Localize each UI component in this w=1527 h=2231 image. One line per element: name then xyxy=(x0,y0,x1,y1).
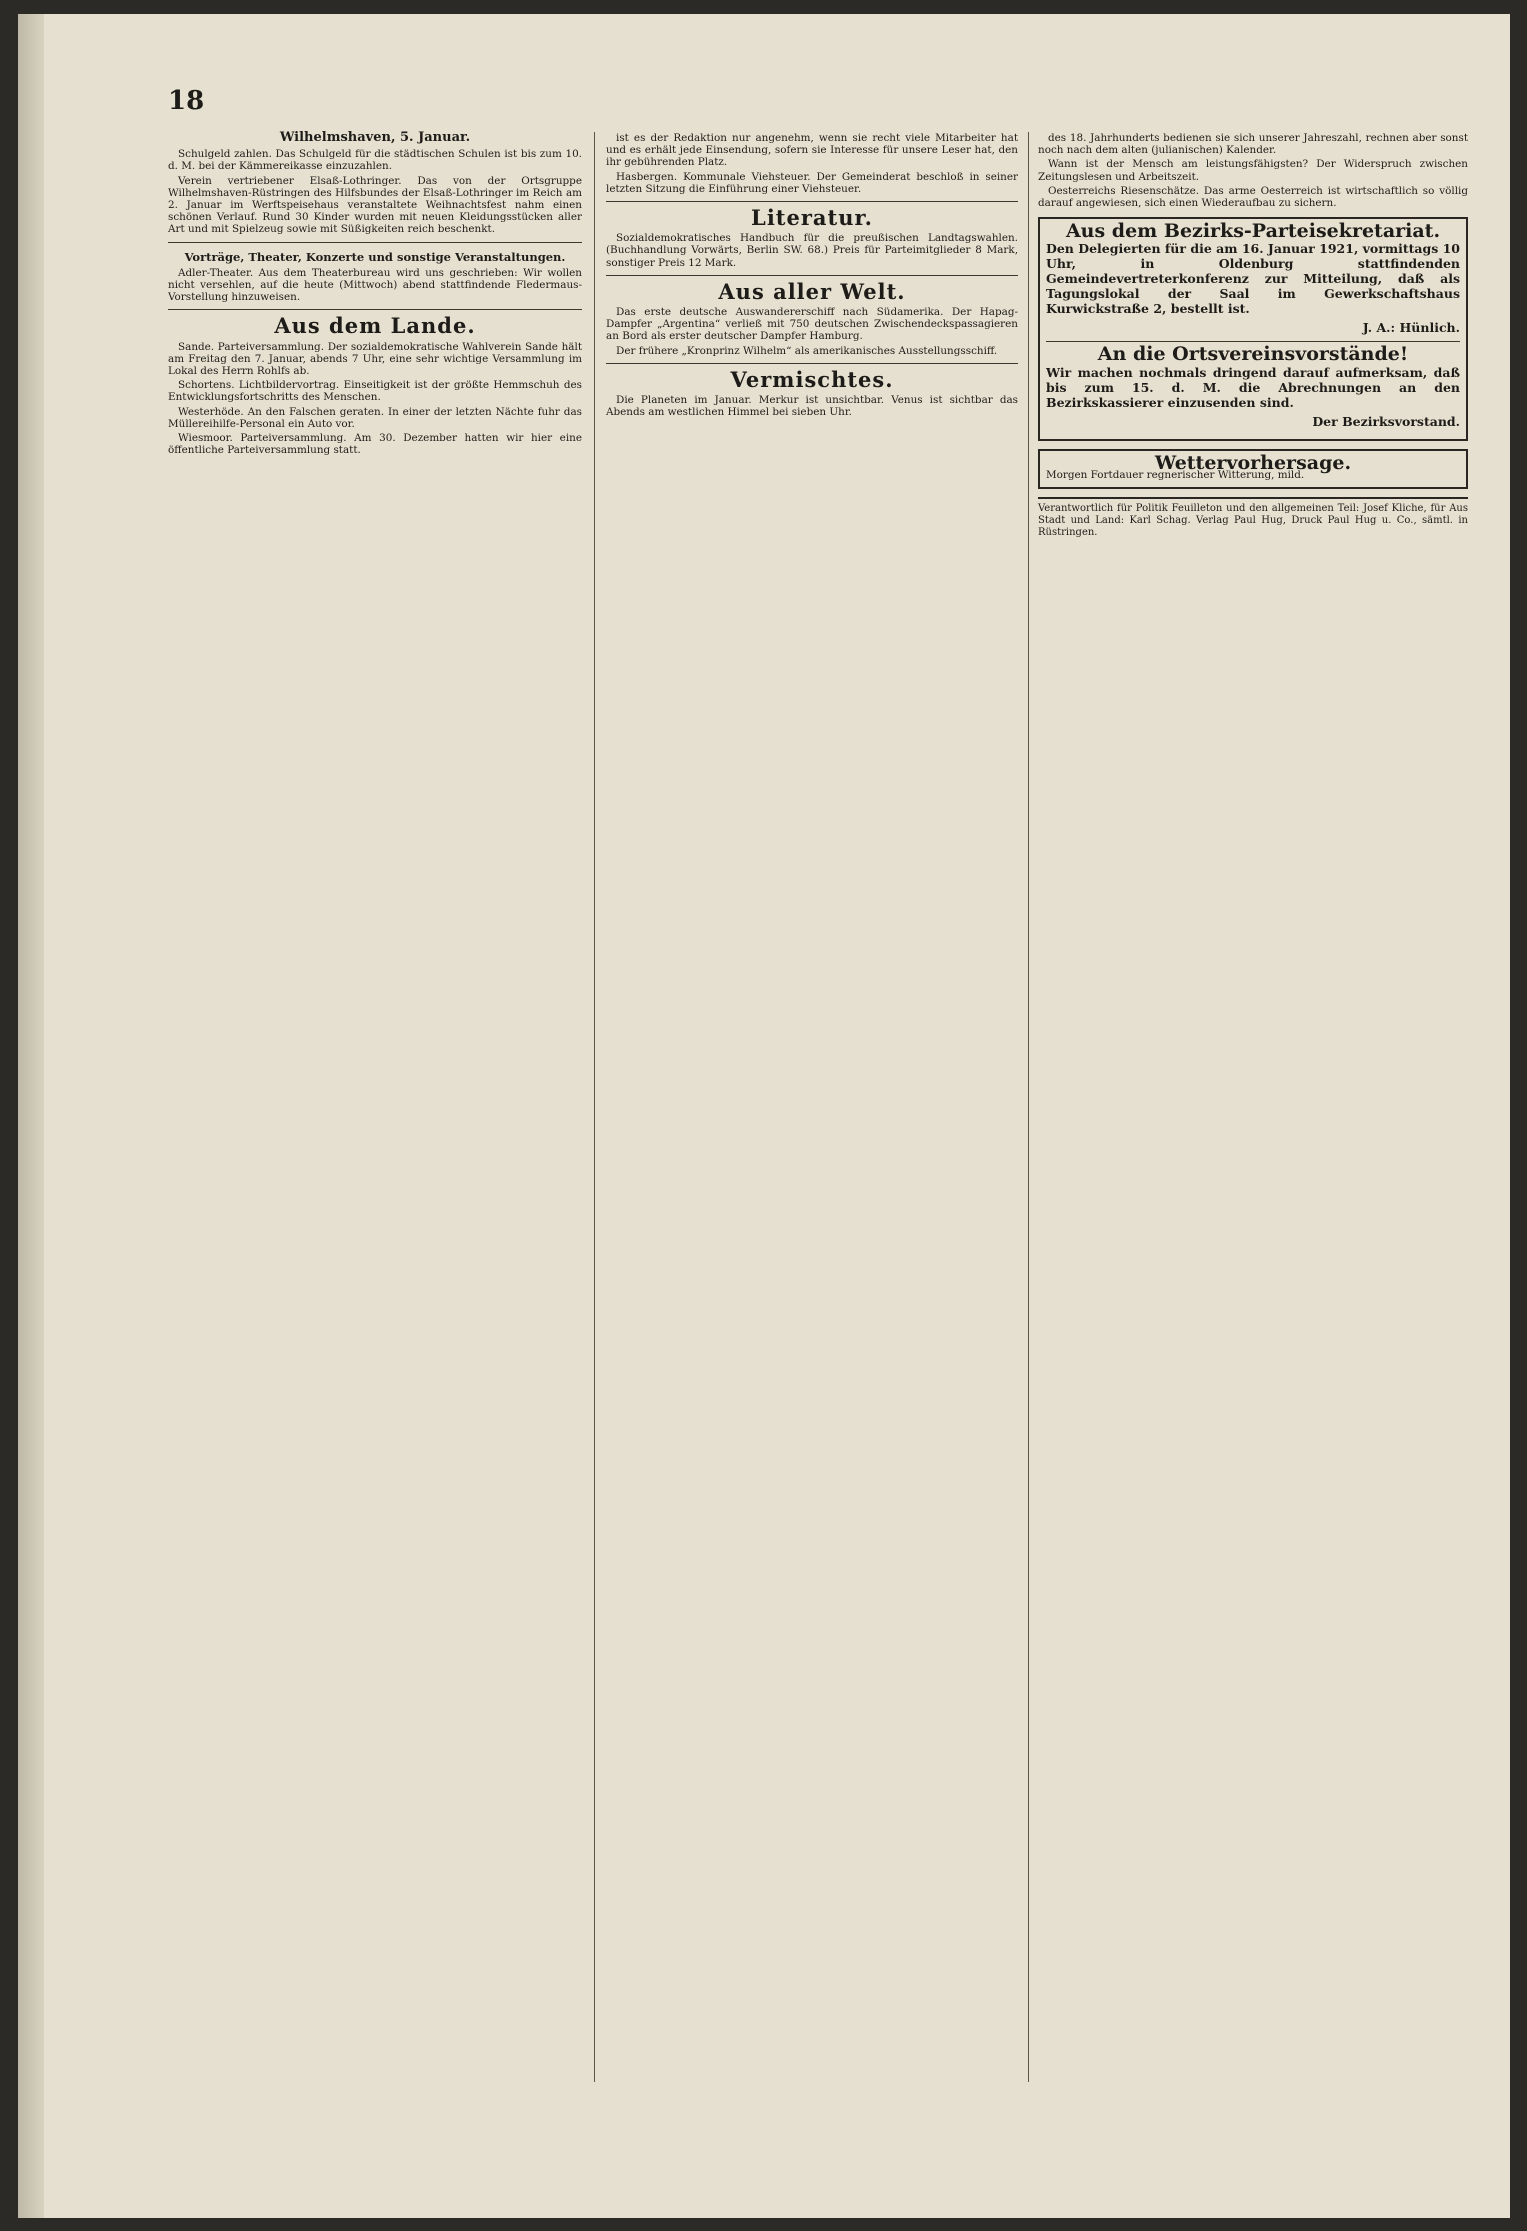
column-2 xyxy=(606,132,1018,420)
binding-spine xyxy=(18,14,44,2218)
section-heading: Vorträge, Theater, Konzerte und sonstige Veranstaltungen. xyxy=(184,249,566,264)
divider xyxy=(606,275,1018,276)
notice-text: Wir machen nochmals dringend darauf aufmerksam, daß bis zum 15. d. M. die Abrechnungen an den Bezirkskassierer einzusenden sind. xyxy=(1046,364,1460,410)
article-paragraph: Schulgeld zahlen. Das Schulgeld für die städtischen Schulen ist bis zum 10. d. M. bei der Kämmereikasse einzuzahlen. xyxy=(168,148,582,173)
weather-title: Wettervorhersage. xyxy=(1154,451,1352,474)
party-notice-box xyxy=(1038,217,1468,440)
imprint: Verantwortlich für Politik Feuilleton und den allgemeinen Teil: Josef Kliche, für Aus Stadt und Land: Karl Schag. Verlag Paul Hug, Druck Paul Hug u. Co., sämtl. in Rüstringen. xyxy=(1038,497,1468,539)
divider xyxy=(1046,341,1460,342)
article-paragraph: Die Planeten im Januar. Merkur ist unsichtbar. Venus ist sichtbar das Abends am westlichen Himmel bei sieben Uhr. xyxy=(606,394,1018,419)
article-paragraph: Westerhöde. An den Falschen geraten. In einer der letzten Nächte fuhr das Müllereihilfe-Personal ein Auto vor. xyxy=(168,405,582,430)
article-paragraph: Wann ist der Mensch am leistungsfähigsten? Der Widerspruch zwischen Zeitungslesen und Arbeitszeit. xyxy=(1038,158,1468,183)
article-paragraph: Sande. Parteiversammlung. Der sozialdemokratische Wahlverein Sande hält am Freitag den 7. Januar, abends 7 Uhr, eine sehr wichtige Versammlung im Lokal des Herrn Rohlfs ab. xyxy=(168,340,582,378)
notice-signature: J. A.: Hünlich. xyxy=(1362,320,1460,336)
article-paragraph: ist es der Redaktion nur angenehm, wenn sie recht viele Mitarbeiter hat und es erhält jede Einsendung, sofern sie Interesse für unsere Leser hat, den ihr gebührenden Platz. xyxy=(606,132,1018,169)
weather-text: Morgen Fortdauer regnerischer Witterung, mild. xyxy=(1046,468,1305,481)
article-paragraph: Adler-Theater. Aus dem Theaterbureau wird uns geschrieben: Wir wollen nicht versehlen, auf die heute (Mittwoch) abend stattfindende Fledermaus-Vorstellung hinzuweisen. xyxy=(168,266,582,304)
article-paragraph: Der frühere „Kronprinz Wilhelm“ als amerikanisches Ausstellungsschiff. xyxy=(616,344,998,357)
weather-box xyxy=(1038,449,1468,489)
article-paragraph: Das erste deutsche Auswandererschiff nach Südamerika. Der Hapag-Dampfer „Argentina“ verließ mit 750 deutschen Zwischendeckspassagieren an Bord als erster deutscher Dampfer Hamburg. xyxy=(606,306,1018,343)
column-3 xyxy=(1038,132,1468,539)
article-paragraph: Sozialdemokratisches Handbuch für die preußischen Landtagswahlen. (Buchhandlung Vorwärts, Berlin SW. 68.) Preis für Parteimitglieder 8 Mark, sonstiger Preis 12 Mark. xyxy=(606,232,1018,269)
notice-signature: Der Bezirksvorstand. xyxy=(1312,413,1460,429)
dateline: Wilhelmshaven, 5. Januar. xyxy=(279,130,471,145)
divider xyxy=(168,242,582,243)
notice-title: An die Ortsvereinsvorstände! xyxy=(1097,343,1409,366)
divider xyxy=(606,363,1018,364)
article-paragraph: Oesterreichs Riesenschätze. Das arme Oesterreich ist wirtschaftlich so völlig darauf angewiesen, sich einen Wiederaufbau zu sichern. xyxy=(1038,184,1468,210)
section-heading: Aus dem Lande. xyxy=(274,313,476,339)
page-number: 18 xyxy=(168,86,205,116)
article-paragraph: Hasbergen. Kommunale Viehsteuer. Der Gemeinderat beschloß in seiner letzten Sitzung die Einführung einer Viehsteuer. xyxy=(606,170,1018,195)
article-paragraph: Wiesmoor. Parteiversammlung. Am 30. Dezember hatten wir hier eine öffentliche Parteiversammlung statt. xyxy=(168,432,582,457)
section-heading: Vermischtes. xyxy=(730,366,894,392)
notice-title: Aus dem Bezirks-Parteisekretariat. xyxy=(1065,220,1441,243)
section-heading: Aus aller Welt. xyxy=(718,278,906,304)
divider xyxy=(606,201,1018,202)
column-1 xyxy=(168,132,582,458)
section-heading: Literatur. xyxy=(751,205,873,231)
newspaper-page xyxy=(18,14,1510,2218)
article-paragraph: des 18. Jahrhunderts bedienen sie sich unserer Jahreszahl, rechnen aber sonst noch nach dem alten (julianischen) Kalender. xyxy=(1038,132,1468,157)
notice-text: Den Delegierten für die am 16. Januar 1921, vormittags 10 Uhr, in Oldenburg stattfindenden Gemeindevertreterkonferenz zur Mitteilung, daß als Tagungslokal der Saal im Gewerkschaftshaus Kurwickstraße 2, bestellt ist. xyxy=(1046,241,1460,317)
article-paragraph: Schortens. Lichtbildervortrag. Einseitigkeit ist der größte Hemmschuh des Entwicklungsfortschritts des Menschen. xyxy=(168,379,582,404)
column-rule xyxy=(594,132,595,2082)
column-rule xyxy=(1028,132,1029,2082)
article-paragraph: Verein vertriebener Elsaß-Lothringer. Das von der Ortsgruppe Wilhelmshaven-Rüstringen des Hilfsbundes der Elsaß-Lothringer im Reich am 2. Januar im Werftspeisehaus veranstaltete Weihnachtsfest nahm einen schönen Verlauf. Rund 30 Kinder wurden mit neuen Kleidungsstücken aller Art und mit Spielzeug sowie mit Süßigkeiten reich beschenkt. xyxy=(168,174,582,236)
divider xyxy=(168,309,582,310)
